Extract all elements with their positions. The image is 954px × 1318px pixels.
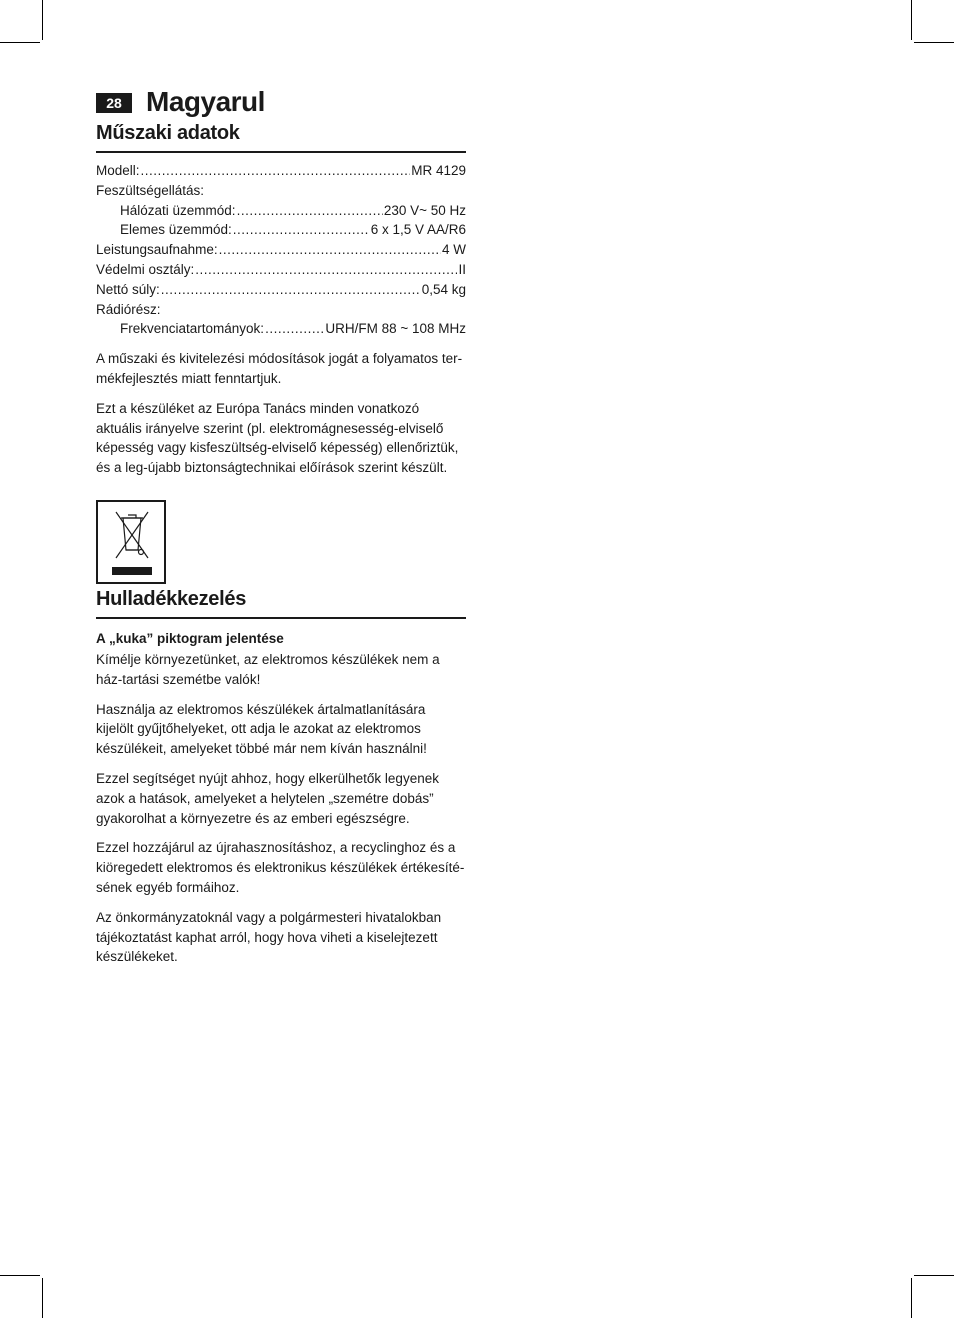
paragraph: Ezzel hozzájárul az újrahasznosításhoz, a recyclinghoz és a kiöregedett elektromos és elektronikus készülékek értékesíté-sének egyéb formáihoz. [96,840,465,895]
spec-value: MR 4129 [411,163,466,178]
crop-mark [0,1275,40,1276]
weee-symbol [96,500,166,584]
crop-mark [911,0,912,40]
page-header [96,86,466,118]
paragraph: Ezt a készüléket az Európa Tanács minden vonatkozó aktuális irányelve szerint (pl. elektromágnesesség-elviselő képesség vagy kisfeszültség-elviselő képesség) ellenőriztük, és a leg-újabb biztonságtechnikai előírások szerint készült. [96,400,459,476]
spec-label: Frekvenciatartományok: [120,321,265,337]
spec-value: 4 W [441,242,466,258]
crossed-out-wheelie-bin-icon [106,506,158,562]
paragraph: Használja az elektromos készülékek ártalmatlanítására kijelölt gyűjtőhelyeket, ott adja le azokat az elektromos készülékeit, amelyeket többé már nem kíván használni! [96,701,427,757]
section-heading-waste: Hulladékkezelés [96,588,466,619]
paragraph: Ezzel segítséget nyújt ahhoz, hogy elkerülhetők legyenek azok a hatások, amelyeket a helytelen „szemétre dobás” gyakorolhat a környezetre és az emberi egészségre. [96,770,439,826]
bin-underline-bar [112,567,152,575]
crop-mark [911,1278,912,1318]
spec-row [96,201,466,221]
page-title: Magyarul [146,86,265,117]
waste-paragraphs [96,650,466,967]
page-number: 28 [96,93,132,113]
dot-leader [265,319,324,339]
page-content [96,86,466,967]
spec-value: URH/FM 88 ~ 108 MHz [325,321,466,337]
dot-leader [237,201,383,221]
paragraph: Kímélje környezetünket, az elektromos készülékek nem a ház-tartási szemétbe valók! [96,651,440,687]
spec-value: II [458,261,466,277]
spec-row [96,161,466,181]
spec-row [96,300,466,320]
spec-label: Modell: [96,163,140,178]
spec-row [96,260,466,280]
spec-value: 0,54 kg [421,281,466,297]
dot-leader [233,220,370,240]
spec-list [96,161,466,339]
spec-row [96,240,466,260]
spec-value: 230 V~ 50 Hz [383,202,466,218]
dot-leader [195,260,457,280]
spec-row [96,280,466,300]
spec-label: Feszültségellátás: [96,182,205,198]
crop-mark [914,42,954,43]
spec-value: 6 x 1,5 V AA/R6 [370,222,466,238]
paragraph: A műszaki és kivitelezési módosítások jogát a folyamatos ter-mékfejlesztés miatt fenntartjuk. [96,351,463,386]
crop-mark [0,42,40,43]
spec-row [96,181,466,201]
spec-label: Védelmi osztály: [96,261,195,277]
crop-mark [42,1278,43,1318]
crop-mark [42,0,43,40]
subheading: A „kuka” piktogram jelentése [96,630,284,646]
spec-label: Hálózati üzemmód: [120,202,236,218]
spec-label: Elemes üzemmód: [120,222,232,238]
spec-row [96,220,466,240]
paragraph: Az önkormányzatoknál vagy a polgármesteri hivatalokban tájékoztatást kaphat arról, hogy hova viheti a kiselejtezett készülékeket. [96,909,442,965]
dot-leader [161,280,421,300]
dot-leader [219,240,441,260]
spec-row [96,319,466,339]
spec-label: Rádiórész: [96,301,161,317]
crop-mark [914,1275,954,1276]
spec-label: Leistungsaufnahme: [96,242,218,258]
spec-label: Nettó súly: [96,281,160,297]
dot-leader [141,161,411,181]
section-heading-tech: Műszaki adatok [96,122,466,153]
